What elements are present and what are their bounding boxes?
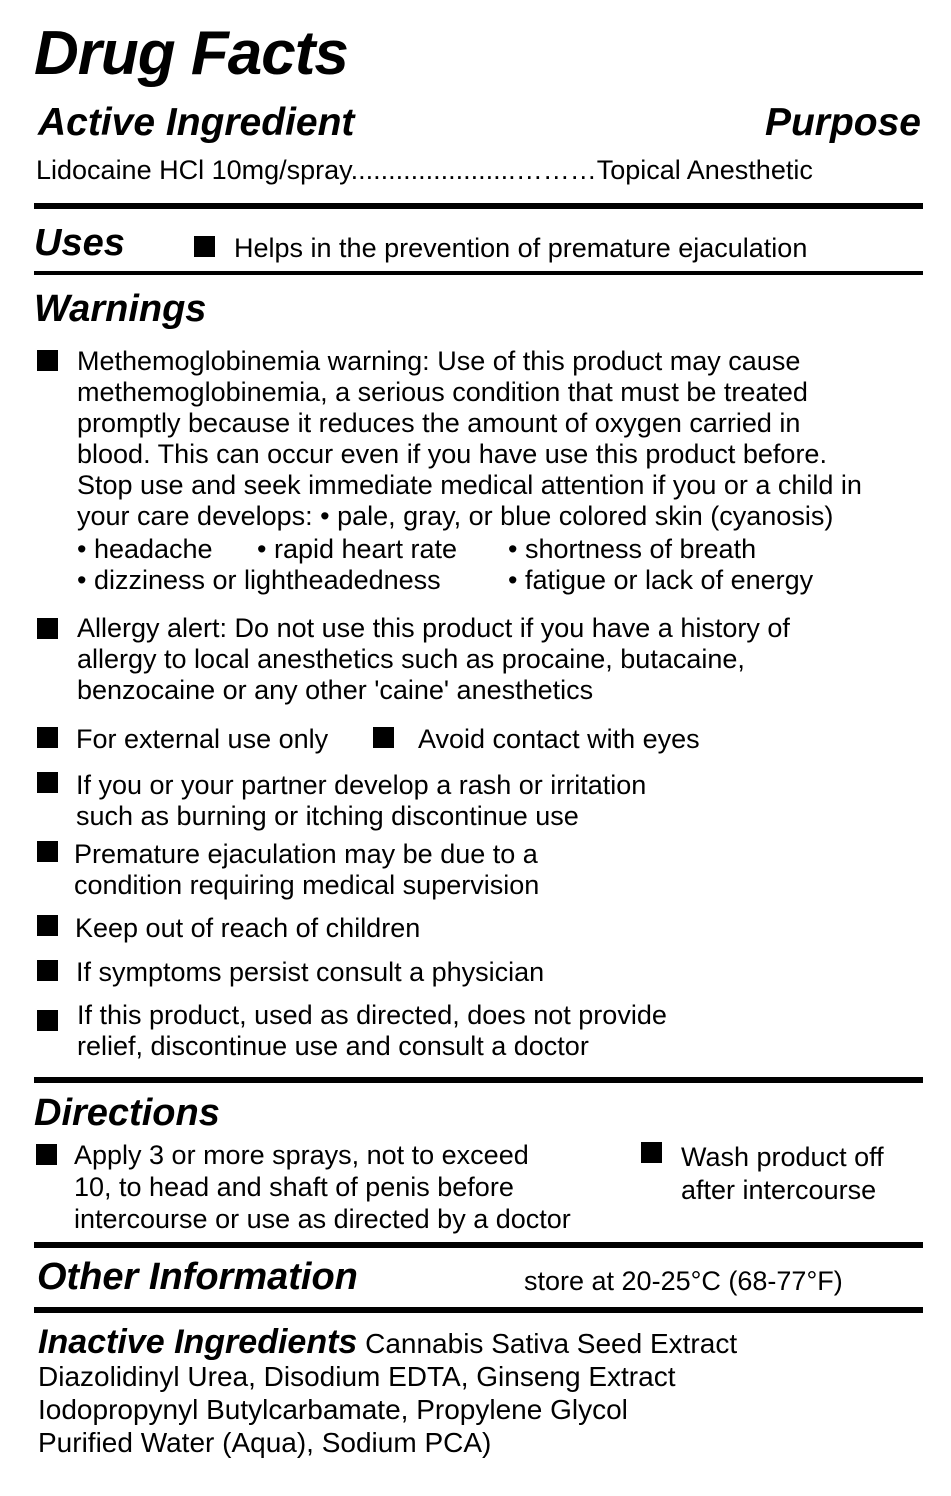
directions-apply: Apply 3 or more sprays, not to exceed 10, to head and shaft of penis before intercourse or use as directed by a doctor bbox=[74, 1140, 571, 1234]
inactive-line: Cannabis Sativa Seed Extract bbox=[365, 1328, 738, 1359]
directions-header: Directions bbox=[34, 1092, 220, 1134]
avoid-eyes-text: Avoid contact with eyes bbox=[418, 724, 700, 754]
bullet-square-icon bbox=[37, 915, 58, 936]
rash-warning: If you or your partner develop a rash or irritation such as burning or itching discontinue use bbox=[76, 770, 647, 831]
uses-header: Uses bbox=[34, 222, 125, 264]
inactive-line: Iodopropynyl Butylcarbamate, Propylene Glycol bbox=[38, 1394, 628, 1425]
warnings-header: Warnings bbox=[34, 288, 207, 330]
purpose-header: Purpose bbox=[764, 101, 921, 144]
symptom-heart-rate: • rapid heart rate bbox=[257, 534, 458, 564]
divider bbox=[34, 203, 923, 209]
bullet-square-icon bbox=[36, 1144, 57, 1165]
persist-warning: If symptoms persist consult a physician bbox=[76, 957, 545, 987]
storage-text: store at 20-25°C (68-77°F) bbox=[524, 1266, 843, 1296]
bullet-square-icon bbox=[641, 1142, 662, 1163]
ingredient-line bbox=[36, 155, 813, 186]
bullet-square-icon bbox=[37, 841, 58, 862]
allergy-alert: Allergy alert: Do not use this product if you have a history of allergy to local anesthetics such as procaine, butacaine, benzocaine or any other 'caine' anesthetics bbox=[77, 613, 790, 705]
directions-wash: Wash product off after intercourse bbox=[681, 1142, 884, 1205]
bullet-square-icon bbox=[37, 772, 58, 793]
methemoglobinemia-warning: Methemoglobinemia warning: Use of this product may cause methemoglobinemia, a serious condition that must be treated promptly because it reduces the amount of oxygen carried in blood. This can occur even if you have use this product before. Stop use and seek immediate medical attention if you or a child in your care develops: • pale, gray, or blue colored skin (cyanosis) bbox=[77, 346, 862, 531]
ingredient-purpose: Topical Anesthetic bbox=[596, 155, 813, 185]
ingredient-dots: ......................……… bbox=[350, 155, 597, 185]
bullet-square-icon bbox=[37, 727, 58, 748]
inactive-ingredients bbox=[38, 1323, 738, 1459]
children-warning: Keep out of reach of children bbox=[75, 913, 421, 943]
symptom-dizziness: • dizziness or lightheadedness bbox=[77, 565, 441, 595]
symptom-fatigue: • fatigue or lack of energy bbox=[508, 565, 814, 595]
other-information-header: Other Information bbox=[37, 1256, 358, 1298]
inactive-line: Purified Water (Aqua), Sodium PCA) bbox=[38, 1427, 492, 1458]
bullet-square-icon bbox=[37, 618, 58, 639]
bullet-square-icon bbox=[37, 350, 58, 371]
uses-text: Helps in the prevention of premature ejaculation bbox=[234, 233, 808, 263]
active-ingredient-header: Active Ingredient bbox=[38, 101, 355, 144]
external-use-text: For external use only bbox=[76, 724, 329, 754]
divider bbox=[34, 1077, 923, 1083]
bullet-square-icon bbox=[194, 236, 215, 257]
premature-warning: Premature ejaculation may be due to a condition requiring medical supervision bbox=[74, 839, 540, 900]
inactive-ingredients-header: Inactive Ingredients bbox=[38, 1323, 358, 1361]
page-title: Drug Facts bbox=[34, 19, 348, 88]
relief-warning: If this product, used as directed, does not provide relief, discontinue use and consult a doctor bbox=[77, 1000, 667, 1061]
bullet-square-icon bbox=[37, 1010, 58, 1031]
symptom-headache: • headache bbox=[77, 534, 213, 564]
bullet-square-icon bbox=[37, 960, 58, 981]
bullet-square-icon bbox=[373, 727, 394, 748]
divider bbox=[34, 1307, 923, 1313]
inactive-line: Diazolidinyl Urea, Disodium EDTA, Ginseng Extract bbox=[38, 1361, 676, 1392]
symptom-breath: • shortness of breath bbox=[508, 534, 757, 564]
ingredient-name: Lidocaine HCl 10mg/spray bbox=[36, 155, 351, 185]
divider bbox=[34, 271, 923, 275]
divider bbox=[34, 1242, 923, 1248]
